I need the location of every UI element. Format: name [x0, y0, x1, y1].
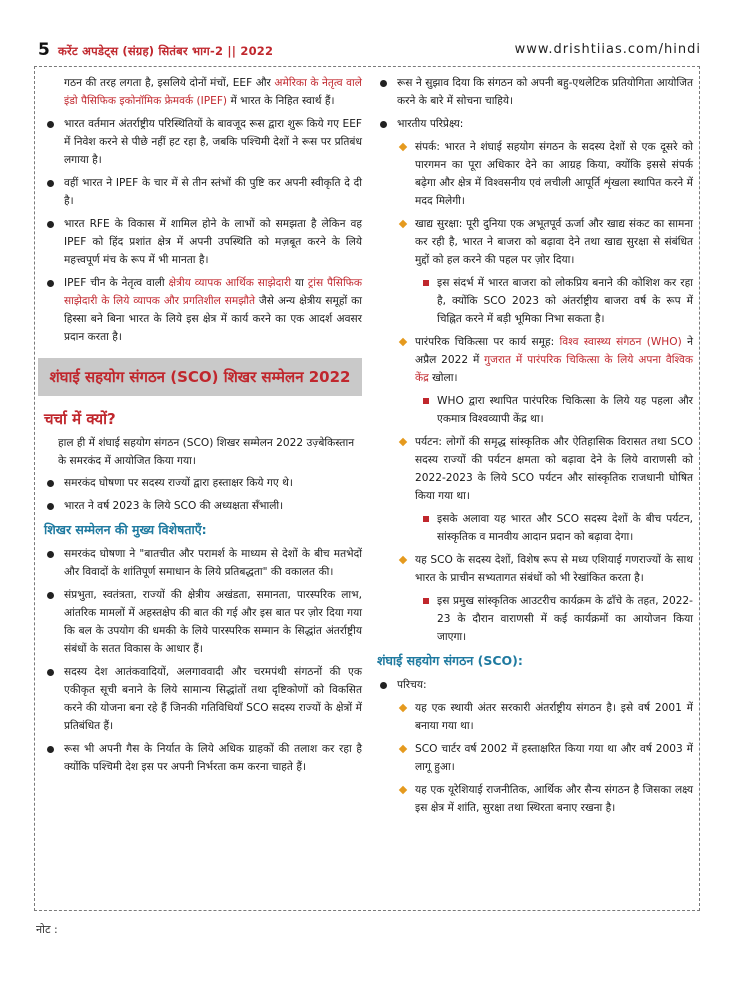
sub-list-item: इस संदर्भ में भारत बाजरा को लोकप्रिय बनाने की कोशिश कर रहा है, क्योंकि SCO 2023 को अंतर्राष्ट्रीय बाजरा वर्ष के रूप में चिह्नित करने में बड़ी भूमिका निभा सकता है। [377, 274, 693, 328]
list-item: भारत ने वर्ष 2023 के लिये SCO की अध्यक्षता सँभाली। [44, 497, 362, 515]
why-in-news-heading: चर्चा में क्यों? [44, 410, 116, 428]
list-item: रूस भी अपनी गैस के निर्यात के लिये अधिक ग्राहकों की तलाश कर रहा है क्योंकि पश्चिमी देश इस पर अपनी निर्भरता कम करना चाहते हैं। [44, 740, 362, 776]
list-item: SCO चार्टर वर्ष 2002 में हस्ताक्षरित किया गया था और वर्ष 2003 में लागू हुआ। [377, 740, 693, 776]
why-text: हाल ही में शंघाई सहयोग संगठन (SCO) शिखर सम्मेलन 2022 उज़्बेकिस्तान के समरकंद में आयोजित किया गया। [58, 437, 355, 467]
gujarat-centre-link[interactable]: गुजरात में पारंपरिक चिकित्सा के लिये अपना वैश्विक केंद्र [415, 354, 693, 384]
rcep-link[interactable]: क्षेत्रीय व्यापक आर्थिक साझेदारी [168, 277, 292, 289]
list-item: संप्रभुता, स्वतंत्रता, राज्यों की क्षेत्रीय अखंडता, समानता, पारस्परिक लाभ, आंतरिक मामलों में अहस्तक्षेप की बात की गई और इस बात पर ज़ोर दिया गया कि बल के उपयोग की धमकी के लिये पारस्परिक सम्मान के सिद्धांत अंतर्राष्ट्रीय संबंधों के सतत विकास के आधार हैं। [44, 586, 362, 658]
list-item-food-security: खाद्य सुरक्षा: पूरी दुनिया एक अभूतपूर्व ऊर्जा और खाद्य संकट का सामना कर रही है, भारत ने बाजरा को बढ़ावा देने तथा खाद्य सुरक्षा से संबंधित मुद्दों को हल करने की पहल पर ज़ोर दिया। [377, 215, 693, 269]
cptpp-link[interactable]: ट्रांस पैसिफिक साझेदारी के लिये व्यापक और प्रगतिशील समझौते [64, 277, 362, 307]
list-item: रूस ने सुझाव दिया कि संगठन को अपनी बहु-एथलेटिक प्रतियोगिता आयोजित करने के बारे में सोचना चाहिये। [377, 74, 693, 110]
list-item: भारतीय परिप्रेक्ष्य: [377, 115, 693, 133]
who-link[interactable]: विश्व स्वास्थ्य संगठन (WHO) [559, 336, 682, 348]
sub-list-item: इस प्रमुख सांस्कृतिक आउटरीच कार्यक्रम के ढाँचे के तहत, 2022-23 के दौरान वाराणसी में कई कार्यक्रमों का आयोजन किया जाएगा। [377, 592, 693, 646]
right-column [377, 74, 693, 822]
list-item: यह एक यूरेशियाई राजनीतिक, आर्थिक और सैन्य संगठन है जिसका लक्ष्य इस क्षेत्र में शांति, सुरक्षा तथा स्थिरता बनाए रखना है। [377, 781, 693, 817]
left-column [44, 74, 362, 781]
website-url[interactable]: www.drishtiias.com/hindi [514, 42, 701, 57]
list-item-traditional-medicine: पारंपरिक चिकित्सा पर कार्य समूह: विश्व स्वास्थ्य संगठन (WHO) ने अप्रैल 2022 में गुजरात में पारंपरिक चिकित्सा के लिये अपना वैश्विक केंद्र खोला। [377, 333, 693, 387]
list-item: वहीं भारत ने IPEF के चार में से तीन स्तंभों की पुष्टि कर अपनी स्वीकृति दे दी है। [44, 174, 362, 210]
footnote-label: नोट : [36, 923, 58, 936]
list-item: सदस्य देश आतंकवादियों, अलगाववादी और चरमपंथी संगठनों की एक एकीकृत सूची बनाने के लिये सामान्य सिद्धांतों तथा दृष्टिकोणों को विकसित करने की योजना बना रहे हैं जिनकी गतिविधियाँ SCO सदस्य राज्यों के क्षेत्रों में प्रतिबंधित हैं। [44, 663, 362, 735]
page-header [0, 0, 737, 70]
list-item: भारत वर्तमान अंतर्राष्ट्रीय परिस्थितियों के बावजूद रूस द्वारा शुरू किये गए EEF में निवेश करने से पीछे नहीं हट रहा है, जबकि पश्चिमी देशों ने रूस पर प्रतिबंध लगाया है। [44, 115, 362, 169]
list-item-connectivity: संपर्क: भारत ने शंघाई सहयोग संगठन के सदस्य देशों से एक दूसरे को पारगमन का पूरा अधिकार देने का आग्रह किया, क्योंकि इससे संपर्क बढ़ेगा और क्षेत्र में विश्वसनीय एवं लचीली आपूर्ति शृंखला स्थापित करने में मदद मिलेगी। [377, 138, 693, 210]
list-item-ties: यह SCO के सदस्य देशों, विशेष रूप से मध्य एशियाई गणराज्यों के साथ भारत के प्राचीन सभ्यतागत संबंधों को भी रेखांकित करता है। [377, 551, 693, 587]
sub-list-item: इसके अलावा यह भारत और SCO सदस्य देशों के बीच पर्यटन, सांस्कृतिक व मानवीय आदान प्रदान को बढ़ावा देगा। [377, 510, 693, 546]
publication-title: करेंट अपडेट्स (संग्रह) सितंबर भाग-2 || 2022 [58, 44, 274, 58]
list-item: भारत RFE के विकास में शामिल होने के लाभों को समझता है लेकिन वह IPEF को हिंद प्रशांत क्षेत्र में अपनी उपस्थिति को मज़बूत करने के लिये महत्त्वपूर्ण मंच के रूप में भी मानता है। [44, 215, 362, 269]
page-number: 5 [38, 40, 50, 60]
intro-label: परिचय: [377, 676, 693, 694]
list-item: यह एक स्थायी अंतर सरकारी अंतर्राष्ट्रीय संगठन है। इसे वर्ष 2001 में बनाया गया था। [377, 699, 693, 735]
sub-list-item: WHO द्वारा स्थापित पारंपरिक चिकित्सा के लिये यह पहला और एकमात्र विश्वव्यापी केंद्र था। [377, 392, 693, 428]
list-item-tourism: पर्यटन: लोगों की समृद्ध सांस्कृतिक और ऐतिहासिक विरासत तथा SCO सदस्य राज्यों की पर्यटन क्षमता को बढ़ावा देने के लिये वाराणसी को 2022-2023 के लिये SCO पर्यटन और सांस्कृतिक राजधानी घोषित किया गया था। [377, 433, 693, 505]
section-title-box: शंघाई सहयोग संगठन (SCO) शिखर सम्मेलन 2022 [38, 358, 362, 396]
list-item: IPEF चीन के नेतृत्व वाली क्षेत्रीय व्यापक आर्थिक साझेदारी या ट्रांस पैसिफिक साझेदारी के लिये व्यापक और प्रगतिशील समझौते जैसे अन्य क्षेत्रीय समूहों का हिस्सा बने बिना भारत के लिये इस क्षेत्र में कार्य करने का एक आदर्श अवसर प्रदान करता है। [44, 274, 362, 346]
list-item: समरकंद घोषणा ने "बातचीत और परामर्श के माध्यम से देशों के बीच मतभेदों और विवादों के शांतिपूर्ण समाधान के लिये प्रतिबद्धता" की वकालत की। [44, 545, 362, 581]
ipef-link[interactable]: अमेरिका के नेतृत्व वाले इंडो पैसिफिक इकोनॉमिक फ्रेमवर्क (IPEF) [64, 77, 362, 107]
list-item: समरकंद घोषणा पर सदस्य राज्यों द्वारा हस्ताक्षर किये गए थे। [44, 474, 362, 492]
sco-heading: शंघाई सहयोग संगठन (SCO): [377, 653, 523, 668]
features-heading: शिखर सम्मेलन की मुख्य विशेषताएँ: [44, 522, 207, 537]
intro-paragraph: गठन की तरह लगता है, इसलिये दोनों मंचों, EEF और अमेरिका के नेतृत्व वाले इंडो पैसिफिक इकोनॉमिक फ्रेमवर्क (IPEF) में भारत के निहित स्वार्थ हैं। [64, 77, 362, 107]
